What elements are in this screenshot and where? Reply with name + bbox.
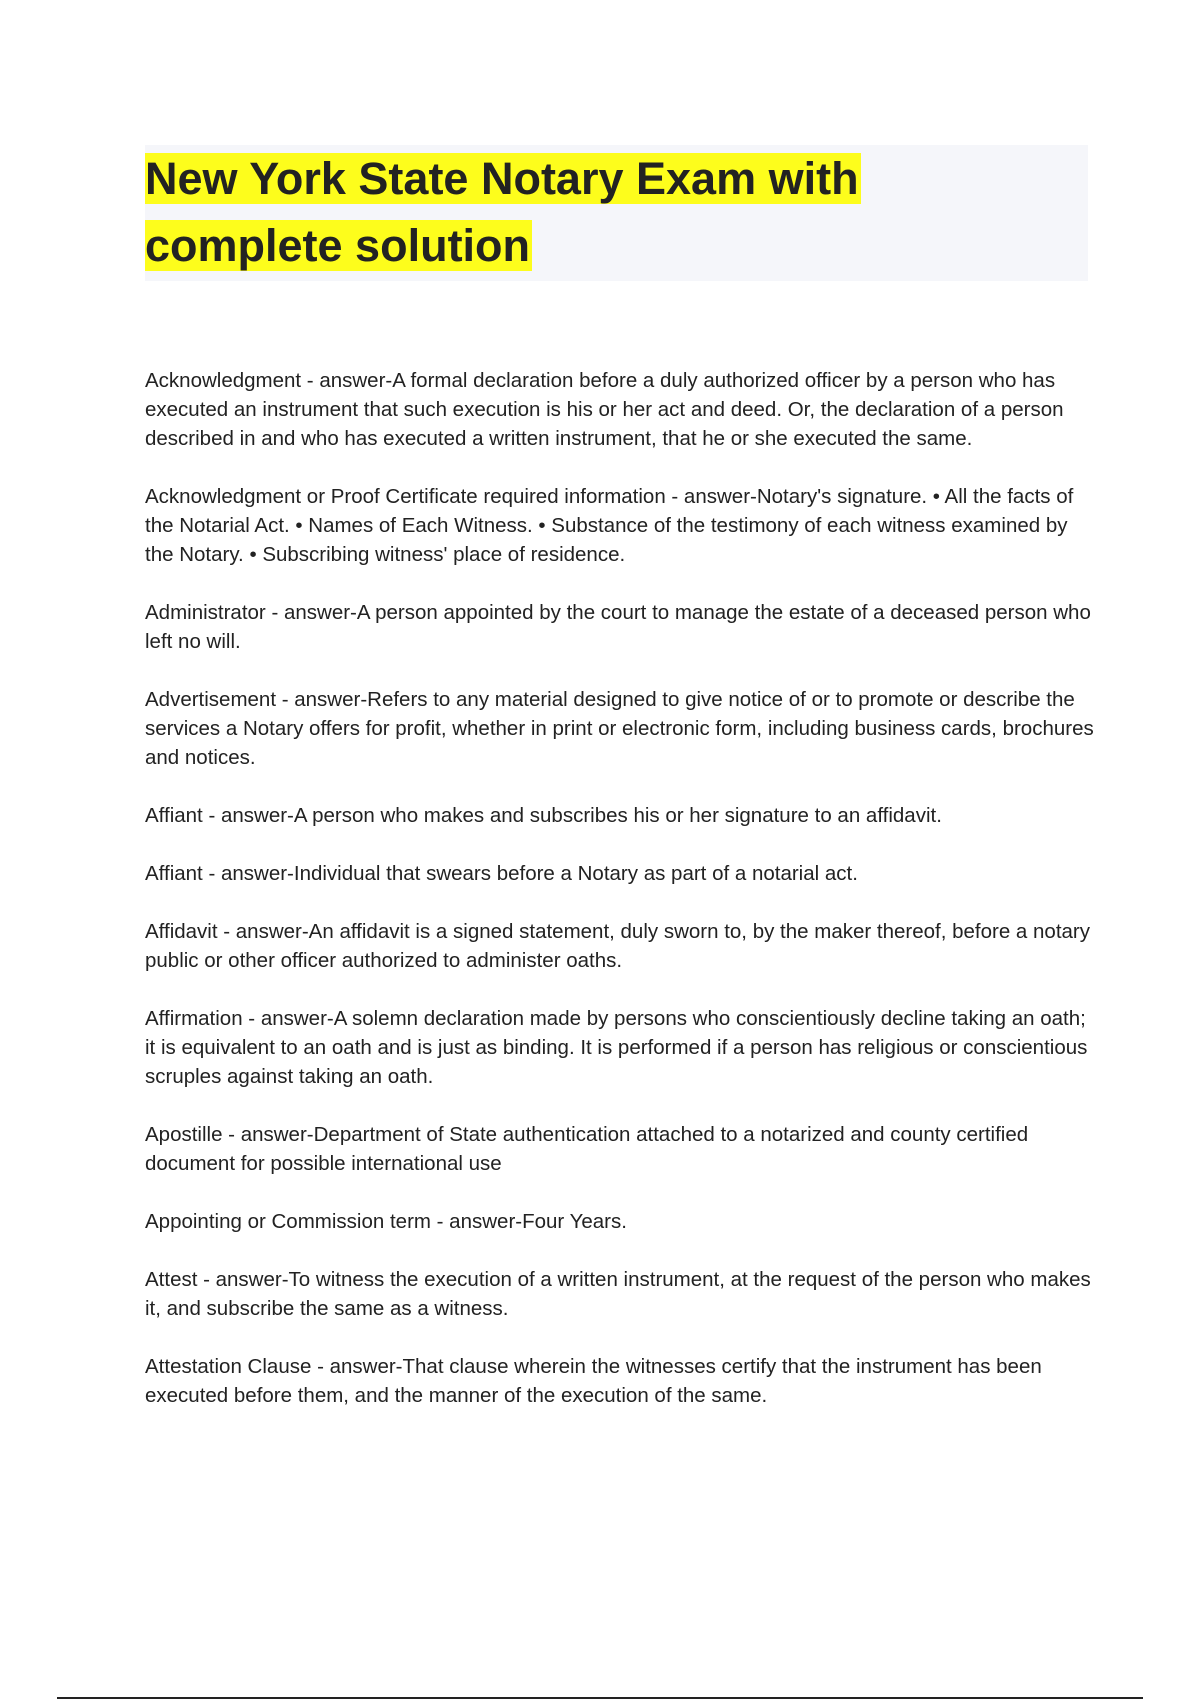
entry-acknowledgment-certificate: Acknowledgment or Proof Certificate required information - answer-Notary's signature. • All the facts of the Notarial Act. • Names of Each Witness. • Substance of the testimony of each witness examined by the Notary. • Subscribing witness' place of residence. bbox=[145, 485, 1074, 566]
title-block bbox=[145, 145, 1088, 281]
entry-attestation-clause: Attestation Clause - answer-That clause wherein the witnesses certify that the instrument has been executed before them, and the manner of the execution of the same. bbox=[145, 1355, 1042, 1407]
entry-affirmation: Affirmation - answer-A solemn declaration made by persons who conscientiously decline taking an oath; it is equivalent to an oath and is just as binding. It is performed if a person has religious or conscientious scruples against taking an oath. bbox=[145, 1007, 1088, 1088]
entry-acknowledgment: Acknowledgment - answer-A formal declaration before a duly authorized officer by a person who has executed an instrument that such execution is his or her act and deed. Or, the declaration of a person described in and who has executed a written instrument, that he or she executed the same. bbox=[145, 369, 1064, 450]
entry-affiant-1: Affiant - answer-A person who makes and subscribes his or her signature to an affidavit. bbox=[145, 804, 942, 827]
footer-rule bbox=[57, 1697, 1143, 1699]
entry-attest: Attest - answer-To witness the execution of a written instrument, at the request of the person who makes it, and subscribe the same as a witness. bbox=[145, 1268, 1091, 1320]
title-line-1: New York State Notary Exam with bbox=[145, 153, 859, 204]
entry-list bbox=[145, 366, 1095, 1439]
title-line-2: complete solution bbox=[145, 220, 531, 271]
entry-affidavit: Affidavit - answer-An affidavit is a signed statement, duly sworn to, by the maker thereof, before a notary public or other officer authorized to administer oaths. bbox=[145, 920, 1091, 972]
document-title bbox=[145, 145, 1088, 279]
entry-administrator: Administrator - answer-A person appointed by the court to manage the estate of a deceased person who left no will. bbox=[145, 601, 1091, 653]
entry-advertisement: Advertisement - answer-Refers to any material designed to give notice of or to promote or describe the services a Notary offers for profit, whether in print or electronic form, including business cards, brochures and notices. bbox=[145, 688, 1094, 769]
entry-affiant-2: Affiant - answer-Individual that swears before a Notary as part of a notarial act. bbox=[145, 862, 858, 885]
entry-apostille: Apostille - answer-Department of State authentication attached to a notarized and county certified document for possible international use bbox=[145, 1123, 1029, 1175]
entry-commission-term: Appointing or Commission term - answer-Four Years. bbox=[145, 1210, 627, 1233]
